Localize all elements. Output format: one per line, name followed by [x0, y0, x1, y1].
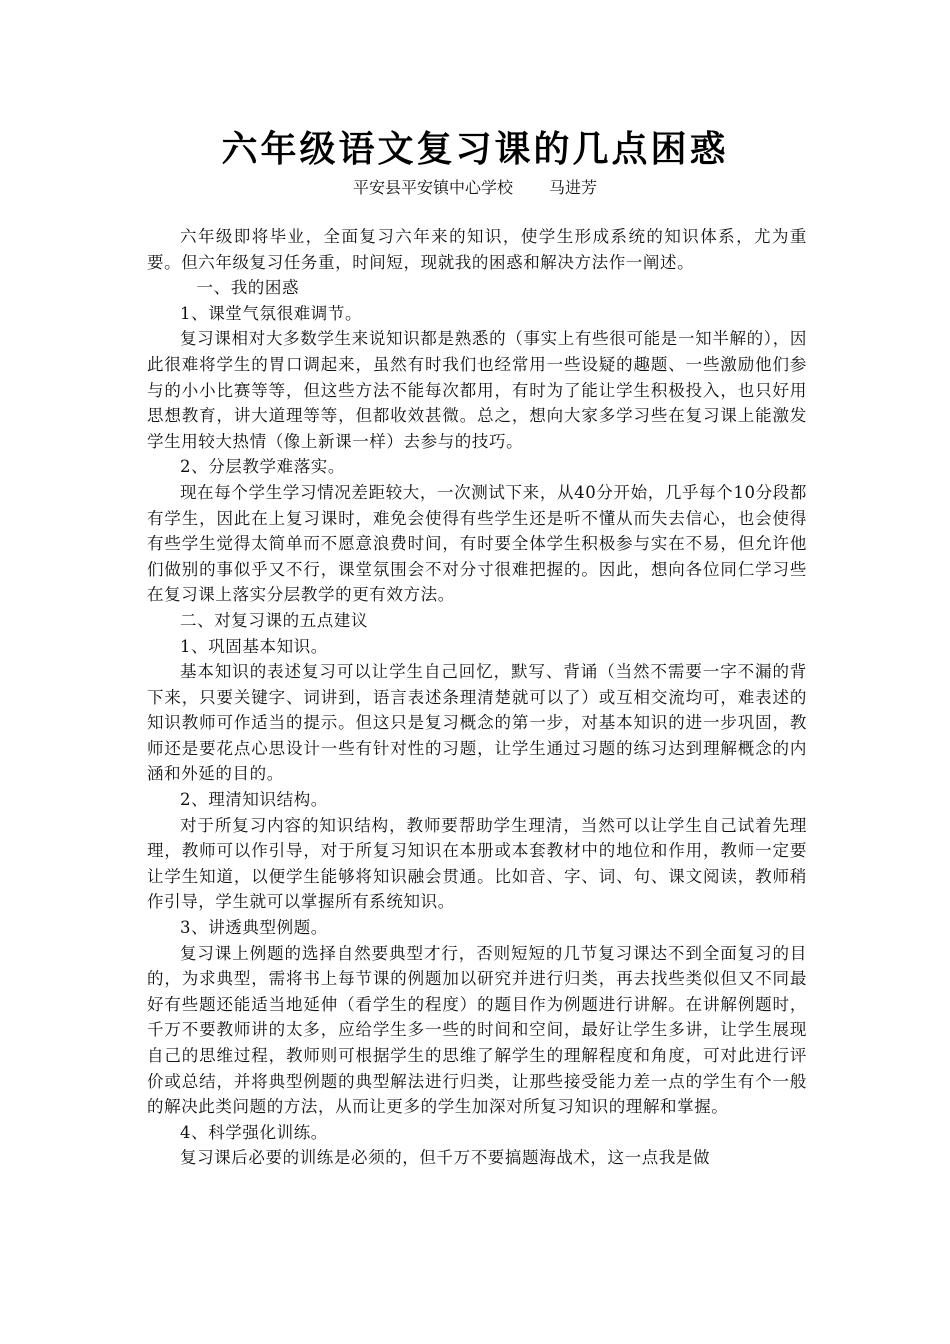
subsection-heading: 1、巩固基本知识。 — [180, 636, 328, 656]
subsection-heading: 2、理清知识结构。 — [180, 790, 328, 810]
subsection-heading: 1、课堂气氛很难调节。 — [180, 303, 363, 323]
subsection-heading: 4、科学强化训练。 — [180, 1122, 328, 1142]
author-name: 马进芳 — [549, 178, 598, 197]
byline — [0, 176, 950, 200]
document-body — [147, 224, 807, 1171]
subsection-heading: 3、讲透典型例题。 — [180, 918, 328, 938]
paragraph: 复习课后必要的训练是必须的，但千万不要搞题海战术，这一点我是做 — [180, 1148, 711, 1168]
paragraph: 现在每个学生学习情况差距较大，一次测试下来，从40分开始，几乎每个10分段都有学生，因此在上复习课时，难免会使得有些学生还是听不懂从而失去信心，也会使得有些学生觉得太简单而不愿意浪费时间，有时要全体学生积极参与实在不易，但允许他们做别的事似乎又不行，课堂氛围会不对分寸很难把握的。因此，想向各位同仁学习些在复习课上落实分层教学的更有效方法。 — [147, 482, 807, 605]
document-title: 六年级语文复习课的几点困惑 — [221, 129, 729, 170]
paragraph: 对于所复习内容的知识结构，教师要帮助学生理清，当然可以让学生自己试着先理理，教师可以作引导，对于所复习知识在本册或本套教材中的地位和作用，教师一定要让学生知道，以便学生能够将知识融会贯通。比如音、字、词、句、课文阅读，教师稍作引导，学生就可以掌握所有系统知识。 — [147, 815, 807, 912]
subsection-heading: 2、分层教学难落实。 — [180, 457, 345, 477]
section-heading: 二、对复习课的五点建议 — [180, 610, 369, 630]
paragraph: 六年级即将毕业，全面复习六年来的知识，使学生形成系统的知识体系，尤为重要。但六年级复习任务重，时间短，现就我的困惑和解决方法作一阐述。 — [147, 227, 807, 272]
section-heading: 一、我的困惑 — [196, 278, 300, 298]
school-name: 平安县平安镇中心学校 — [352, 178, 513, 197]
paragraph: 基本知识的表述复习可以让学生自己回忆，默写、背诵（当然不需要一字不漏的背下来，只要关键字、词讲到，语言表述条理清楚就可以了）或互相交流均可，难表述的知识教师可作适当的提示。但这只是复习概念的第一步，对基本知识的进一步巩固，教师还是要花点心思设计一些有针对性的习题，让学生通过习题的练习达到理解概念的内涵和外延的目的。 — [147, 662, 807, 784]
paragraph: 复习课相对大多数学生来说知识都是熟悉的（事实上有些很可能是一知半解的），因此很难将学生的胃口调起来，虽然有时我们也经常用一些设疑的趣题、一些激励他们参与的小小比赛等等，但这些方法不能每次都用，有时为了能让学生积极投入，也只好用思想教育，讲大道理等等，但都收效甚微。总之，想向大家多学习些在复习课上能激发学生用较大热情（像上新课一样）去参与的技巧。 — [147, 329, 807, 451]
paragraph: 复习课上例题的选择自然要典型才行，否则短短的几节复习课达不到全面复习的目的，为求典型，需将书上每节课的例题加以研究并进行归类，再去找些类似但又不同最好有些题还能适当地延伸（看学生的程度）的题目作为例题进行讲解。在讲解例题时，千万不要教师讲的太多，应给学生多一些的时间和空间，最好让学生多讲，让学生展现自己的思维过程，教师则可根据学生的思维了解学生的理解程度和角度，可对此进行评价或总结，并将典型例题的典型解法进行归类，让那些接受能力差一点的学生有个一般的解决此类问题的方法，从而让更多的学生加深对所复习知识的理解和掌握。 — [147, 943, 807, 1117]
